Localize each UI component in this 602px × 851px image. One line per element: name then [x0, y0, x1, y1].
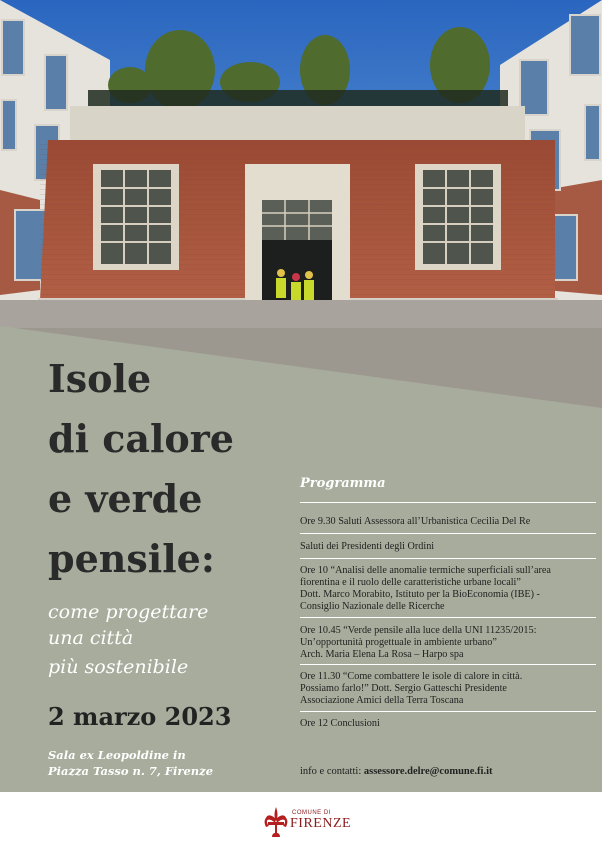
programme-item: Ore 10 “Analisi delle anomalie termiche superficiali sull’area fiorentina e il ruolo delle caratteristiche urbane locali” Dott. Marco Morabito, Istituto per la BioEconomia (IBE) - Consiglio Nazionale delle Ricerche — [300, 565, 551, 612]
programme-separator — [300, 533, 596, 534]
venue-line: Piazza Tasso n. 7, Firenze — [48, 764, 214, 778]
contact-info — [300, 766, 493, 777]
subtitle-line: come progettare — [48, 601, 209, 623]
programme-item: Saluti dei Presidenti degli Ordini — [300, 541, 435, 552]
logo-text-small: COMUNE DI — [292, 810, 331, 816]
title-line: di calore — [48, 416, 234, 461]
programme-separator — [300, 502, 596, 503]
logo-text: FIRENZE — [290, 816, 352, 831]
venue-line: Sala ex Leopoldine in — [48, 748, 186, 762]
programme-separator — [300, 711, 596, 712]
contact-label: info e contatti: — [300, 766, 364, 777]
subtitle-line: più sostenibile — [48, 656, 189, 678]
subtitle-line: una città — [48, 627, 134, 649]
programme-item: Ore 12 Conclusioni — [300, 718, 380, 729]
programme-separator — [300, 664, 596, 665]
contact-email-link[interactable]: assessore.delre@comune.fi.it — [363, 766, 493, 777]
programme-separator — [300, 617, 596, 618]
programme-separator — [300, 558, 596, 559]
title-line: pensile: — [48, 536, 215, 581]
title-line: e verde — [48, 476, 203, 521]
programme-item: Ore 9.30 Saluti Assessora all’Urbanistica Cecilia Del Re — [300, 516, 531, 527]
title-line: Isole — [48, 356, 152, 401]
programme-item: Ore 10.45 “Verde pensile alla luce della UNI 11235/2015: Un’opportunità progettuale in ambiente urbano” Arch. Maria Elena La Rosa – Harpo spa — [300, 625, 537, 660]
programme-heading: Programma — [300, 476, 386, 491]
programme-item: Ore 11.30 “Come combattere le isole di calore in città. Possiamo farlo!” Dott. Sergio Gatteschi Presidente Associazione Amici della Terra Toscana — [300, 671, 523, 706]
event-date: 2 marzo 2023 — [48, 702, 232, 731]
